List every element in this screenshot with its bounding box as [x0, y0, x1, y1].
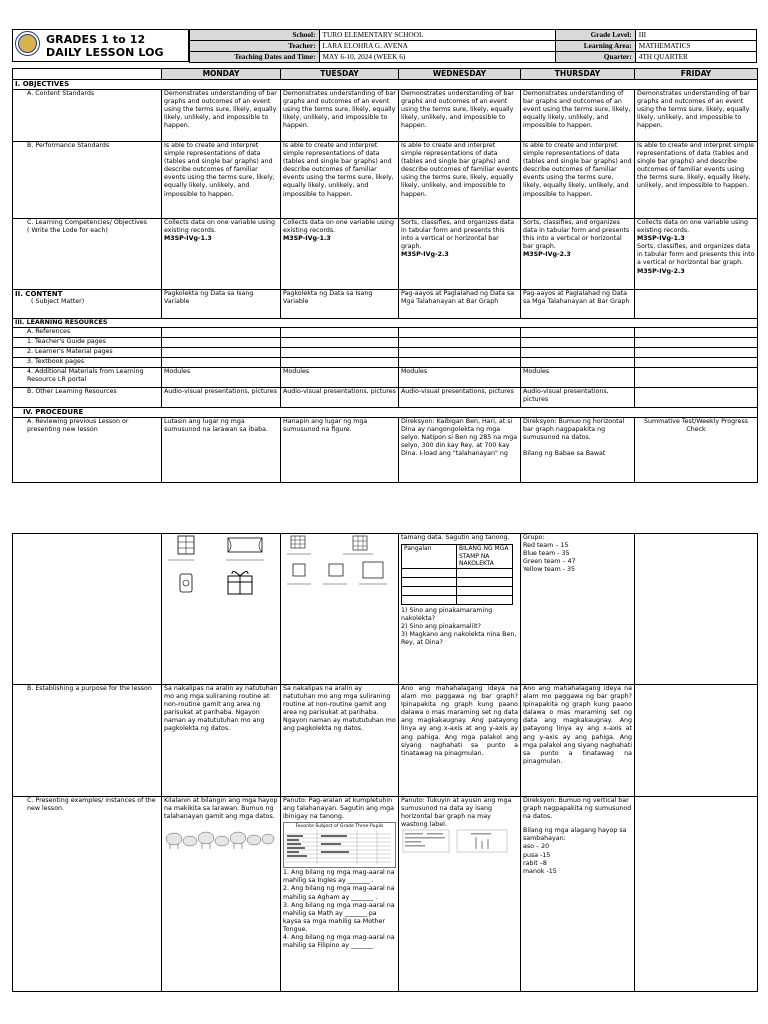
competency-code-2: M3SP-IVg-2.3: [637, 267, 685, 275]
stamp-table-cell: [457, 586, 513, 595]
stamp-table-cell: [402, 595, 457, 604]
empty-cell: [635, 534, 758, 685]
empty-cell: [635, 358, 758, 368]
quarter-label: Quarter:: [556, 52, 636, 63]
content-sublabel: ( Subject Matter): [31, 298, 85, 306]
empty-cell: [399, 328, 521, 338]
performance-standards-mon: Is able to create and interpret simple representations of data (tables and single bar graphs) and describe outcomes of familiar events using the terms sure, likely, equally likely, unlikely, and impossible to happen.: [162, 142, 281, 219]
grade-level-value: III: [635, 30, 756, 41]
competencies-label-text: C. Learning Competencies/ Objectives: [27, 219, 147, 226]
corner-cell: [13, 69, 162, 80]
stamp-table: [401, 544, 513, 605]
learning-area-value: MATHEMATICS: [635, 41, 756, 52]
stamp-table-cell: [402, 568, 457, 577]
performance-standards-fri: Is able to create and interpret simple representations of data (tables and single bar graphs) and describe outcomes of familiar events using the terms sure, likely, equally likely, unlikely, and impossible to happen.: [635, 142, 758, 219]
reviewing-thu-extra: Bilang ng Babae sa Bawat: [523, 450, 606, 458]
wed-question-2: 2) Sino ang pinakamaliit?: [401, 622, 481, 630]
competency-text: Collects data on one variable using existing records.: [637, 219, 748, 235]
performance-standards-thu: Is able to create and interpret simple representations of data (tables and single bar graphs) and describe outcomes of familiar events using the terms sure, likely, equally likely, unlikely, and impossible to happen.: [521, 142, 635, 219]
reviewing-label: A. Reviewing previous Lesson or presenting new lesson: [13, 418, 162, 483]
competency-text: Sorts, classifies, and organizes data in tabular form and presents this into a vertical or horizontal bar graph.: [523, 219, 630, 251]
resources-heading: III. LEARNING RESOURCES: [13, 319, 162, 328]
content-standards-wed: Demonstrates understanding of bar graphs and outcomes of an event using the terms sure, likely, equally likely, unlikely, and impossible to happen.: [399, 90, 521, 142]
content-thu: Pag-aayos at Paglalahad ng Data sa Mga Talahanayan at Bar Graph: [521, 290, 635, 319]
day-header-monday: MONDAY: [162, 69, 281, 80]
performance-standards-label: B. Performance Standards: [13, 142, 162, 219]
thu-group-green: Green team – 47: [523, 558, 576, 566]
competency-text: Sorts, classifies, and organizes data in tabular form and presents this into a vertical or horizontal bar graph.: [401, 219, 515, 251]
tue-question-3: 3. Ang bilang ng mga mag-aaral na mahilig sa Math ay _______ pa kaysa sa mga mahilig sa Mother Tongue.: [283, 901, 395, 933]
objectives-blank: [162, 80, 758, 90]
learning-area-label: Learning Area:: [556, 41, 636, 52]
reviewing-tue-figures: [281, 534, 399, 685]
other-resources-label: B. Other Learning Resources: [13, 388, 162, 408]
favorite-subject-table: [283, 822, 396, 868]
thu-group-yellow: Yellow team - 35: [523, 566, 576, 574]
competency-code: M3SP-IVg-1.3: [283, 235, 331, 243]
stamp-table-cell: [457, 568, 513, 577]
establishing-wed: Ano ang mahahalagang ideya na alam mo paggawa ng bar graph? Ipinapakita ng graph kung paano dalawa o mas maraming set ng data ang magkakaugnay. Ang patayong linya ay ang x-axis at ang y-axis ay ang pahiga. Ang mga palakol ang siyang naghahati sa punto a tinatawag na pinagmulan.: [399, 685, 521, 797]
empty-cell: [635, 797, 758, 992]
thu-pets-dog: aso – 20: [523, 843, 550, 851]
content-standards-mon: Demonstrates understanding of bar graphs and outcomes of an event using the terms sure, likely, equally likely, unlikely, and impossible to happen.: [162, 90, 281, 142]
empty-cell: [162, 348, 281, 358]
empty-cell: [521, 348, 635, 358]
performance-standards-wed: Is able to create and interpret simple representations of data (tables and single bar graphs) and describe outcomes of familiar events using the terms sure, likely, equally likely, unlikely, and impossible to happen.: [399, 142, 521, 219]
teacher-value: LARA ELOHRA G. AVENA: [319, 41, 555, 52]
textbook-pages-label: 3. Textbook pages: [13, 358, 162, 368]
competencies-label: [13, 219, 162, 290]
thu-pets-rabbit: rabit –8: [523, 859, 547, 867]
content-standards-fri: Demonstrates understanding of bar graphs and outcomes of an event using the terms sure, likely, equally likely, unlikely, and impossible to happen.: [635, 90, 758, 142]
lesson-table-page1: [12, 68, 758, 483]
thu-pets-chicken: manok -15: [523, 867, 557, 875]
area-figures-picture: [164, 534, 279, 604]
competency-text-2-body: Sorts, classifies, and organizes data in tabular form and presents this into a vertical or horizontal bar graph.: [637, 243, 755, 267]
title-grades: GRADES 1 to 12: [46, 33, 146, 46]
content-mon: Pagkolekta ng Data sa Isang Variable: [162, 290, 281, 319]
favorite-subject-title: Favorite Subject of Grade Three Pupils: [295, 824, 384, 830]
continuation-label-blank: [13, 534, 162, 685]
empty-cell: [281, 348, 399, 358]
content-standards-label: A. Content Standards: [13, 90, 162, 142]
empty-cell: [399, 348, 521, 358]
competencies-mon: [162, 219, 281, 290]
procedure-heading: IV. PROCEDURE: [13, 408, 162, 418]
content-standards-thu: Demonstrates understanding of bar graphs and outcomes of an event using the terms sure, likely, equally likely, unlikely, and impossible to happen.: [521, 90, 635, 142]
quarter-value: 4TH QUARTER: [635, 52, 756, 63]
teaching-dates-value: MAY 6-10, 2024 (WEEK 6): [319, 52, 555, 63]
deped-seal-icon: [15, 31, 40, 56]
presenting-wed-text: Panuto: Tukuyin at ayusin ang mga sumusunod na data ay isang horizontal bar graph na may wastong label.: [401, 797, 512, 829]
additional-materials-label: 4. Additional Materials from Learning Resource LR portal: [13, 368, 162, 388]
wednesday-stamp-table-cell: [399, 534, 521, 685]
objectives-heading: I. OBJECTIVES: [13, 80, 162, 90]
thu-group-label: Grupo:: [523, 534, 545, 541]
lesson-table-page2: [12, 533, 758, 992]
stamp-table-cell: [457, 595, 513, 604]
bar-graph-sample-picture: [401, 829, 513, 853]
empty-cell: [635, 328, 758, 338]
day-header-wednesday: WEDNESDAY: [399, 69, 521, 80]
thursday-groups-cell: [521, 534, 635, 685]
learners-material-label: 2. Learner's Material pages: [13, 348, 162, 358]
presenting-mon: [162, 797, 281, 992]
resources-blank: [162, 319, 758, 328]
empty-cell: [281, 358, 399, 368]
additional-materials-tue: Modules: [281, 368, 399, 388]
competencies-sublabel: ( Write the Lode for each): [27, 227, 108, 235]
school-label: School:: [190, 30, 320, 41]
content-wed: Pag-aayos at Paglalahad ng Data sa Mga Talahanayan at Bar Graph: [399, 290, 521, 319]
presenting-tue: [281, 797, 399, 992]
favorite-subject-rows-picture: [285, 830, 391, 864]
grid-figures-picture: [283, 534, 395, 594]
thu-group-red: Red team – 15: [523, 542, 569, 550]
animals-picture: [164, 821, 276, 855]
empty-cell: [635, 685, 758, 797]
thu-pets-heading: Bilang ng mga alagang hayop sa sambahayan:: [523, 827, 627, 843]
additional-materials-thu: Modules: [521, 368, 635, 388]
document-title: [46, 33, 164, 59]
tue-question-4: 4. Ang bilang ng mga mag-aaral na mahilig sa Filipino ay _______: [283, 934, 395, 950]
wed-top-text: tamang data. Sagutin ang tanong.: [401, 534, 510, 541]
stamp-table-cell: [457, 577, 513, 586]
competency-text-2: [637, 243, 755, 275]
empty-cell: [162, 358, 281, 368]
thu-pets-cat: pusa -15: [523, 851, 551, 859]
content-label: [13, 290, 162, 319]
presenting-thu-text: Direksyon: Bumuo ng vertical bar graph nagpapakita ng sumusunod na datos.: [523, 797, 632, 821]
empty-cell: [521, 328, 635, 338]
lesson-log-header: [12, 29, 757, 62]
references-label: A. References: [13, 328, 162, 338]
teachers-guide-label: 1. Teacher's Guide pages: [13, 338, 162, 348]
empty-cell: [399, 358, 521, 368]
school-value: TURO ELEMENTARY SCHOOL: [319, 30, 555, 41]
procedure-blank: [162, 408, 758, 418]
competencies-tue: [281, 219, 399, 290]
reviewing-thu-text: Direksyon: Bumuo ng horizontal bar graph nagpapakita ng sumusunod na datos.: [523, 418, 625, 442]
competency-text: Collects data on one variable using existing records.: [164, 219, 275, 235]
day-header-thursday: THURSDAY: [521, 69, 635, 80]
performance-standards-tue: Is able to create and interpret simple representations of data (tables and single bar graphs) and describe outcomes of familiar events using the terms sure, likely, equally likely, unlikely, and impossible to happen.: [281, 142, 399, 219]
presenting-label: C. Presenting examples/ instances of the new lesson.: [13, 797, 162, 992]
additional-materials-wed: Modules: [399, 368, 521, 388]
empty-cell: [162, 328, 281, 338]
content-tue: Pagkolekta ng Data sa Isang Variable: [281, 290, 399, 319]
content-fri: [635, 290, 758, 319]
other-resources-thu: Audio-visual presentations, pictures: [521, 388, 635, 408]
establishing-label: B. Establishing a purpose for the lesson: [13, 685, 162, 797]
empty-cell: [281, 338, 399, 348]
thu-group-blue: Blue team - 35: [523, 550, 570, 558]
other-resources-fri: [635, 388, 758, 408]
empty-cell: [281, 328, 399, 338]
establishing-mon: Sa nakalipas na aralin ay natutuhan mo ang mga suliraning routine at non-routine gamit ang area ng parisukat at parihaba. Ngayon naman ay matututuhan mo ang pagkolekta ng datos.: [162, 685, 281, 797]
reviewing-mon: Lutasin ang lugar ng mga sumusunod na larawan sa ibaba.: [162, 418, 281, 483]
establishing-thu: Ano ang mahahalagang ideya na alam mo paggawa ng bar graph? Ipinapakita ng graph kung paano dalawa o mas maraming set ng data ang magkakaugnay. Ang patayong linya ay ang x-axis at ang y-axis ay ang pahiga. Ang mga palakol ang siyang naghahati sa punto a tinatawag na pinagmulan.: [521, 685, 635, 797]
competencies-thu: [521, 219, 635, 290]
presenting-thu: [521, 797, 635, 992]
competency-code: M3SP-IVg-2.3: [523, 251, 571, 259]
other-resources-wed: Audio-visual presentations, pictures: [399, 388, 521, 408]
reviewing-wed: Direksyon: Kaibigan Ben, Hari, at si Dina ay nangongolekta ng mga selyo. Natipon si Ben ng 285 na mga selyo, 300 din kay Rey, at 700 kay Dina. I-load ang "talahanayan" ng: [399, 418, 521, 483]
empty-cell: [521, 338, 635, 348]
competencies-wed: [399, 219, 521, 290]
competencies-fri: [635, 219, 758, 290]
reviewing-fri: Summative Test/Weekly Progress Check: [635, 418, 758, 483]
other-resources-mon: Audio-visual presentations, pictures: [162, 388, 281, 408]
grade-level-label: Grade Level:: [556, 30, 636, 41]
reviewing-tue: Hanapin ang lugar ng mga sumusunod na figure.: [281, 418, 399, 483]
stamp-table-head-count: BILANG NG MGA STAMP NA NAKOLEKTA: [457, 545, 513, 569]
competency-text: Collects data on one variable using existing records.: [283, 219, 394, 235]
empty-cell: [399, 338, 521, 348]
additional-materials-fri: [635, 368, 758, 388]
day-header-tuesday: TUESDAY: [281, 69, 399, 80]
presenting-mon-text: Kilalanin at bilangin ang mga hayop na makikita sa larawan. Bumuo ng talahanayan gamit ang mga datos.: [164, 797, 278, 821]
reviewing-thu: [521, 418, 635, 483]
stamp-table-cell: [402, 577, 457, 586]
header-info-table: [189, 29, 757, 63]
title-dll: DAILY LESSON LOG: [46, 46, 164, 59]
tue-question-2: 2. Ang bilang ng mga mag-aaral na mahilig sa Agham ay _______ .: [283, 885, 395, 901]
stamp-table-cell: [402, 586, 457, 595]
teaching-dates-label: Teaching Dates and Time:: [190, 52, 320, 63]
competency-code: M3SP-IVg-1.3: [164, 235, 212, 243]
presenting-tue-text: Panuto: Pag-aralan at kumpletuhin ang talahanayan. Sagutin ang mga ibinigay na tanong.: [283, 797, 394, 821]
other-resources-tue: Audio-visual presentations, pictures: [281, 388, 399, 408]
empty-cell: [162, 338, 281, 348]
presenting-wed: [399, 797, 521, 992]
day-header-friday: FRIDAY: [635, 69, 758, 80]
establishing-tue: Sa nakalipas na aralin ay natutuhan mo ang mga suliraning routine at non-routine gamit ang area ng parisukat at parihaba. Ngayon naman ay matututuhan mo ang pagkolekta ng datos.: [281, 685, 399, 797]
content-heading: II. CONTENT: [15, 290, 63, 298]
competency-code: M3SP-IVg-2.3: [401, 251, 449, 259]
tue-question-1: 1. Ang bilang ng mga mag-aaral na mahilig sa Ingles ay _______ .: [283, 869, 395, 885]
additional-materials-mon: Modules: [162, 368, 281, 388]
stamp-table-head-name: Pangalan: [402, 545, 457, 569]
wed-question-1: 1) Sino ang pinakamaraming nakolekta?: [401, 606, 493, 622]
reviewing-mon-figures: [162, 534, 281, 685]
content-standards-tue: Demonstrates understanding of bar graphs and outcomes of an event using the terms sure, likely, equally likely, unlikely, and impossible to happen.: [281, 90, 399, 142]
empty-cell: [521, 358, 635, 368]
competency-code: M3SP-IVg-1.3: [637, 235, 685, 243]
empty-cell: [635, 338, 758, 348]
empty-cell: [635, 348, 758, 358]
teacher-label: Teacher:: [190, 41, 320, 52]
wed-question-3: 3) Magkano ang nakolekta nina Ben, Rey, at Dina?: [401, 630, 517, 646]
